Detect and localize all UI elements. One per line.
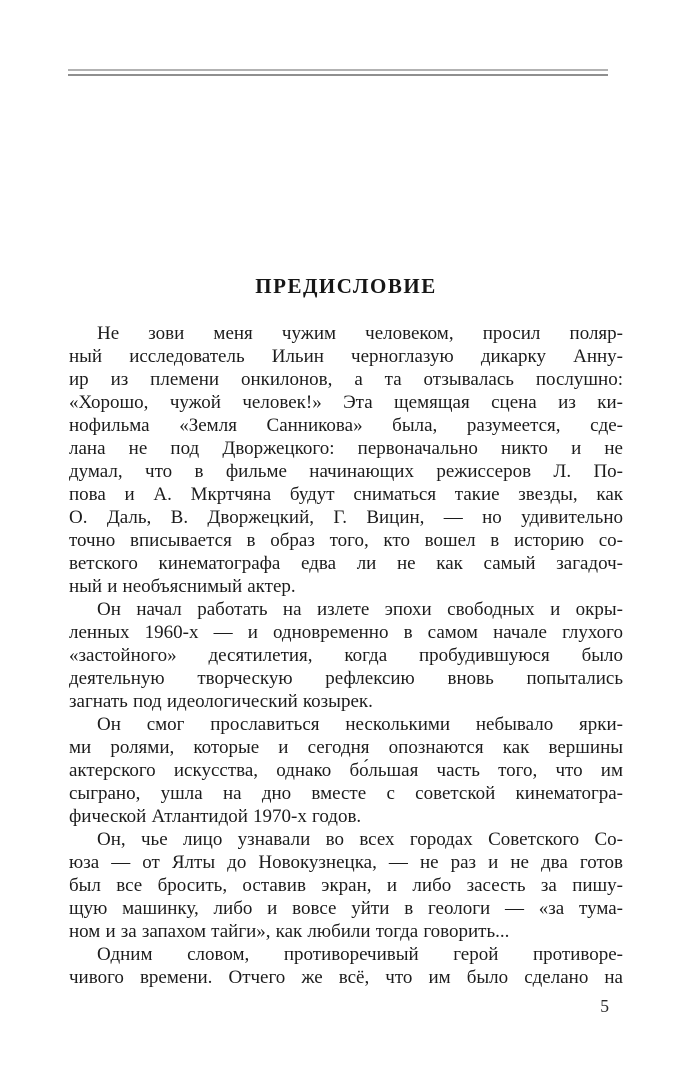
- text-line: юза — от Ялты до Новокузнецка, — не раз и не два готов: [69, 852, 623, 873]
- text-line: Он смог прославиться несколькими небывало ярки-: [97, 714, 623, 735]
- text-line: ир из племени онкилонов, а та отзывалась послушно:: [69, 369, 623, 390]
- page-number: 5: [600, 996, 609, 1016]
- paragraph: [69, 322, 623, 598]
- text-line: ный и необъяснимый актер.: [69, 576, 296, 597]
- text-line: лана не под Дворжецкого: первоначально никто и не: [69, 438, 623, 459]
- text-line: фической Атлантидой 1970-х годов.: [69, 806, 362, 827]
- text-line: точно вписывается в образ того, кто вошел в историю со-: [69, 530, 623, 551]
- header-double-rule: [68, 69, 608, 76]
- paragraph: [69, 598, 623, 713]
- text-line: пова и А. Мкртчяна будут сниматься такие звезды, как: [69, 484, 623, 505]
- text-line: загнать под идеологический козырек.: [69, 691, 373, 712]
- body-text: [69, 322, 623, 989]
- paragraph: [69, 713, 623, 828]
- text-line: «Хорошо, чужой человек!» Эта щемящая сцена из ки-: [69, 392, 623, 413]
- text-line: Не зови меня чужим человеком, просил поляр-: [97, 323, 623, 344]
- text-line: нофильма «Земля Санникова» была, разумеется, сде-: [69, 415, 623, 436]
- text-line: Одним словом, противоречивый герой противоре-: [97, 944, 623, 965]
- text-line: ном и за запахом тайги», как любили тогда говорить...: [69, 921, 510, 942]
- text-line: щую машинку, либо и вовсе уйти в геологи — «за тума-: [69, 898, 623, 919]
- text-line: ми ролями, которые и сегодня опознаются как вершины: [69, 737, 623, 758]
- text-line: деятельную творческую рефлексию вновь попытались: [69, 668, 623, 689]
- text-line: Он, чье лицо узнавали во всех городах Советского Со-: [97, 829, 623, 850]
- text-line: был все бросить, оставив экран, и либо засесть за пишу-: [69, 875, 623, 896]
- text-line: ный исследователь Ильин черноглазую дикарку Анну-: [69, 346, 623, 367]
- text-line: сыграно, ушла на дно вместе с советской кинематогра-: [69, 783, 623, 804]
- text-line: «застойного» десятилетия, когда пробудившуюся было: [69, 645, 623, 666]
- chapter-title: ПРЕДИСЛОВИЕ: [255, 274, 437, 298]
- text-line: ветского кинематографа едва ли не как самый загадоч-: [69, 553, 623, 574]
- text-line: актерского искусства, однако бо́льшая часть того, что им: [69, 760, 623, 781]
- text-line: ленных 1960-х — и одновременно в самом начале глухого: [69, 622, 623, 643]
- text-line: чивого времени. Отчего же всё, что им было сделано на: [69, 967, 623, 988]
- paragraph: [69, 828, 623, 943]
- text-line: Он начал работать на излете эпохи свободных и окры-: [97, 599, 623, 620]
- text-line: О. Даль, В. Дворжецкий, Г. Вицин, — но удивительно: [69, 507, 623, 528]
- text-line: думал, что в фильме начинающих режиссеров Л. По-: [69, 461, 623, 482]
- paragraph: [69, 943, 623, 989]
